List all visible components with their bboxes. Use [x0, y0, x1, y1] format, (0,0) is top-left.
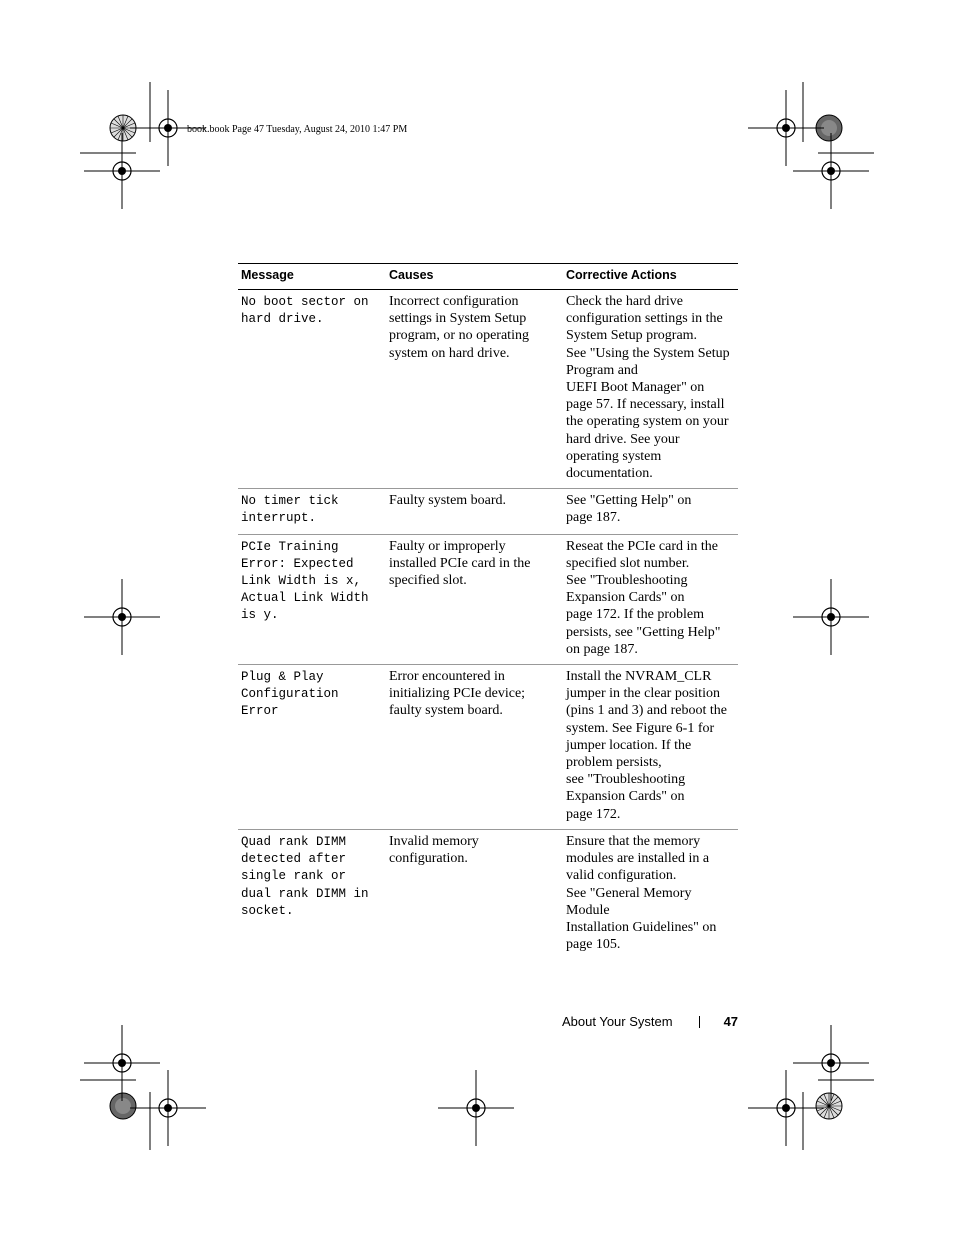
- message-cell: No boot sector on hard drive.: [241, 295, 369, 327]
- actions-cell: Ensure that the memory modules are installed in a valid configuration. See "General Memory Module Installation Guidelines" on page 105.: [566, 833, 717, 953]
- causes-cell: Error encountered in initializing PCIe device; faulty system board.: [389, 669, 526, 719]
- actions-cell: Install the NVRAM_CLR jumper in the clear position (pins 1 and 3) and reboot the system. See Figure 6-1 for jumper location. If the problem persists, see "Troubleshooting Expansion Cards" on page 172.: [566, 669, 727, 822]
- message-cell: Quad rank DIMM detected after single rank or dual rank DIMM in socket.: [241, 834, 369, 918]
- footer-divider: [699, 1016, 700, 1028]
- actions-cell: Reseat the PCIe card in the specified slot number. See "Troubleshooting Expansion Cards" on page 172. If the problem persists, see "Getting Help" on page 187.: [566, 538, 721, 657]
- actions-cell: Check the hard drive configuration settings in the System Setup program. See "Using the System Setup Program and UEFI Boot Manager" on page 57. If necessary, install the operating system on your hard drive. See your operating system documentation.: [566, 294, 730, 482]
- table-row: [238, 489, 738, 534]
- message-cell: No timer tick interrupt.: [241, 494, 339, 526]
- causes-cell: Faulty or improperly installed PCIe card in the specified slot.: [389, 538, 531, 589]
- table-row: [238, 665, 738, 830]
- header-actions: Corrective Actions: [566, 268, 677, 282]
- header-message: Message: [241, 268, 294, 282]
- header-causes: Causes: [389, 268, 434, 282]
- page-footer: [562, 1014, 738, 1029]
- error-messages-table: [238, 263, 738, 959]
- causes-cell: Invalid memory configuration.: [389, 833, 479, 867]
- page-number: 47: [723, 1014, 739, 1029]
- print-header: book.book Page 47 Tuesday, August 24, 2010 1:47 PM: [187, 124, 408, 135]
- table-header: [238, 263, 738, 290]
- table-row: [238, 830, 738, 959]
- causes-cell: Incorrect configuration settings in System Setup program, or no operating system on hard drive.: [389, 294, 529, 361]
- causes-cell: Faulty system board.: [389, 493, 507, 509]
- table-row: [238, 535, 738, 665]
- message-cell: Plug & Play Configuration Error: [241, 670, 339, 719]
- table-row: [238, 290, 738, 489]
- message-cell: PCIe Training Error: Expected Link Width is x, Actual Link Width is y.: [241, 539, 369, 623]
- actions-cell: See "Getting Help" on page 187.: [566, 493, 692, 526]
- footer-section-title: About Your System: [562, 1014, 673, 1029]
